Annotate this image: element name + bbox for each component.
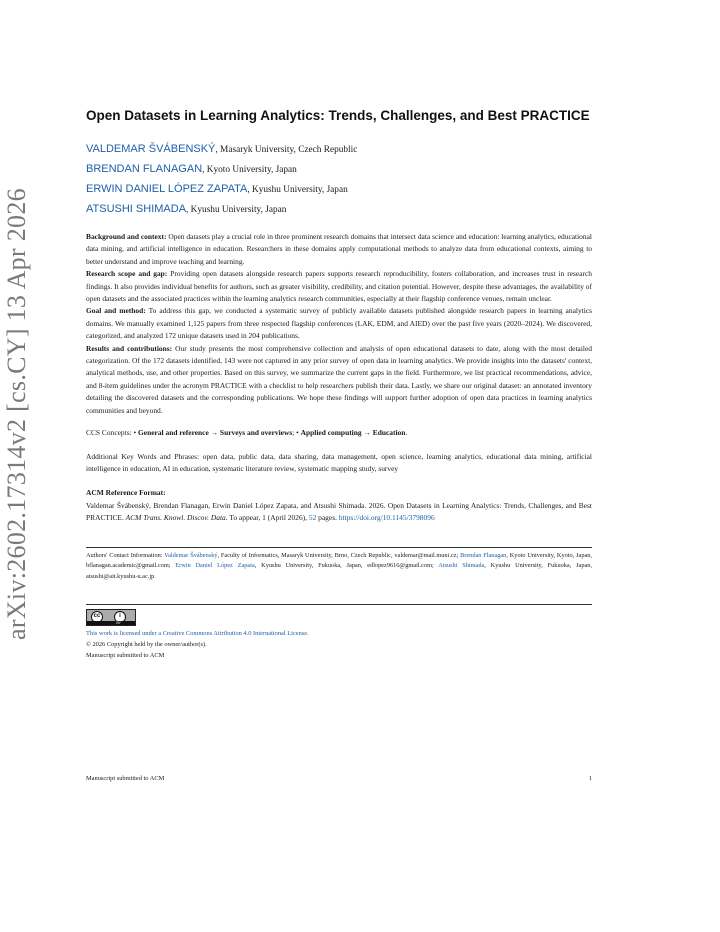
attribution-icon: i	[114, 611, 126, 623]
page-number: 1	[588, 775, 592, 782]
ccs-prefix: CCS Concepts: •	[86, 428, 138, 438]
reference-text: pages.	[316, 513, 339, 523]
author-link[interactable]: Atsushi Shimada	[438, 562, 485, 570]
abstract-label: Research scope and gap:	[86, 269, 168, 279]
author-list	[86, 140, 592, 220]
divider	[86, 547, 592, 548]
contact-text: , Kyushu University, Fukuoka, Japan, atsushi@ait.kyushu-u.ac.jp.	[86, 562, 592, 580]
divider	[86, 604, 592, 605]
reference-text: To appear, 1 (April 2026),	[227, 513, 309, 523]
footer-text: Manuscript submitted to ACM	[86, 775, 165, 782]
contact-text: , Kyushu University, Fukuoka, Japan, edlopez9616@gmail.com;	[254, 562, 439, 570]
author-name: ERWIN DANIEL LÓPEZ ZAPATA	[86, 183, 248, 195]
license-block	[86, 629, 592, 661]
abstract-paragraph	[86, 305, 592, 342]
abstract-text: To address this gap, we conducted a systematic survey of publicly available datasets published alongside research papers in learning analytics domains. We manually examined 1,125 papers from three respected flagship conferences (LAK, EDM, and AIED) over the past five years (2020–2024). We discovered, categorized, and analyzed 172 unique datasets used in 204 publications.	[86, 306, 592, 341]
contact-text: , Kyoto University, Kyoto, Japan, bflanagan.academic@gmail.com;	[86, 551, 592, 570]
reference-heading: ACM Reference Format:	[86, 488, 166, 498]
badge-label: BY	[87, 621, 135, 625]
paper-title: Open Datasets in Learning Analytics: Trends, Challenges, and Best PRACTICE	[86, 108, 590, 123]
abstract-paragraph	[86, 268, 592, 305]
abstract-text: Open datasets play a crucial role in three prominent research domains that intersect data science and education: learning analytics, educational data mining, and artificial intelligence in education. Researchers in these domains apply computational methods to analyze data from educational contexts, aiming to better understand and improve teaching and learning.	[86, 232, 592, 266]
author-entry	[86, 160, 592, 180]
pages-link[interactable]: 52	[308, 513, 317, 523]
contact-information	[86, 551, 592, 583]
abstract-label: Background and context:	[86, 232, 167, 241]
author-entry	[86, 180, 592, 200]
abstract-paragraph	[86, 343, 592, 417]
ccs-separator: ; •	[292, 428, 301, 438]
abstract-paragraph	[86, 231, 592, 268]
author-entry	[86, 200, 592, 220]
author-affiliation: , Kyushu University, Japan	[247, 185, 348, 195]
author-link[interactable]: Erwin Daniel López Zapata	[175, 562, 255, 570]
paper-first-page	[86, 108, 592, 662]
reference-format	[86, 500, 592, 525]
author-affiliation: , Kyushu University, Japan	[186, 205, 287, 215]
keywords: Additional Key Words and Phrases: open data, public data, data sharing, data management, open science, learning analytics, educational data mining, artificial intelligence in education, AI in education, systematic literature review, systematic mapping study, survey	[86, 451, 592, 473]
reference-text: Valdemar Švábenský, Brendan Flanagan, Erwin Daniel López Zapata, and Atsushi Shimada. 2026. Open Datasets in Learning Analytics: Trends, Challenges, and Best PRACTICE.	[86, 500, 592, 523]
author-affiliation: , Kyoto University, Japan	[202, 165, 297, 175]
journal-name: ACM Trans. Knowl. Discov. Data.	[125, 513, 228, 523]
manuscript-line: Manuscript submitted to ACM	[86, 651, 165, 659]
author-name: ATSUSHI SHIMADA	[86, 203, 187, 215]
doi-link[interactable]: https://doi.org/10.1145/3798096	[338, 513, 435, 523]
author-link[interactable]: Valdemar Švábenský	[164, 551, 218, 559]
author-name: BRENDAN FLANAGAN	[86, 163, 203, 175]
copyright-line: © 2026 Copyright held by the owner/author(s).	[86, 641, 207, 649]
abstract	[86, 231, 592, 417]
author-link[interactable]: Brendan Flanagan	[460, 551, 507, 559]
page-footer	[86, 775, 592, 782]
license-link[interactable]: This work is licensed under a Creative Commons Attribution 4.0 International License.	[86, 630, 309, 638]
contact-text: , Faculty of Informatics, Masaryk University, Brno, Czech Republic, valdemar@mail.muni.cz;	[217, 551, 461, 559]
author-name: VALDEMAR ŠVÁBENSKÝ	[86, 143, 216, 155]
cc-by-license-badge[interactable]	[86, 609, 136, 626]
ccs-concept: Applied computing → Education	[300, 428, 406, 438]
ccs-concepts	[86, 427, 592, 439]
ccs-concept: General and reference → Surveys and overviews	[138, 428, 293, 438]
ccs-end: .	[405, 428, 408, 438]
abstract-label: Goal and method:	[86, 306, 146, 316]
author-affiliation: , Masaryk University, Czech Republic	[215, 145, 358, 155]
abstract-label: Results and contributions:	[86, 343, 173, 353]
arxiv-identifier: arXiv:2602.17314v2 [cs.CY] 13 Apr 2026	[2, 188, 31, 640]
abstract-text: Our study presents the most comprehensive collection and analysis of open educational datasets to date, along with the most detailed categorization. Of the 172 datasets identified, 143 were not captured in any prior survey of open data in learning analytics. We provide insights into the datasets' context, analytical methods, use, and other properties. Based on this survey, we summarize the current gaps in the field. Furthermore, we list practical recommendations, advice, and 8-item guidelines under the acronym PRACTICE with a checklist to help researchers publish their data. Lastly, we share our original dataset: an annotated inventory detailing the discovered datasets and the corresponding publications. We hope these findings will support further adoption of open data practices in learning analytics communities and beyond.	[86, 343, 592, 415]
abstract-text: Providing open datasets alongside research papers supports research reproducibility, fosters collaboration, and increases trust in research findings. It also provides individual benefits for authors, such as greater visibility, credibility, and citation potential. However, despite these advantages, the availability of open datasets and the associated practices within the learning analytics research communities, especially at their flagship conference venues, remain unclear.	[86, 269, 592, 304]
author-entry	[86, 140, 592, 160]
cc-icon: cc	[91, 611, 103, 623]
contact-prefix: Authors' Contact Information:	[86, 551, 165, 559]
